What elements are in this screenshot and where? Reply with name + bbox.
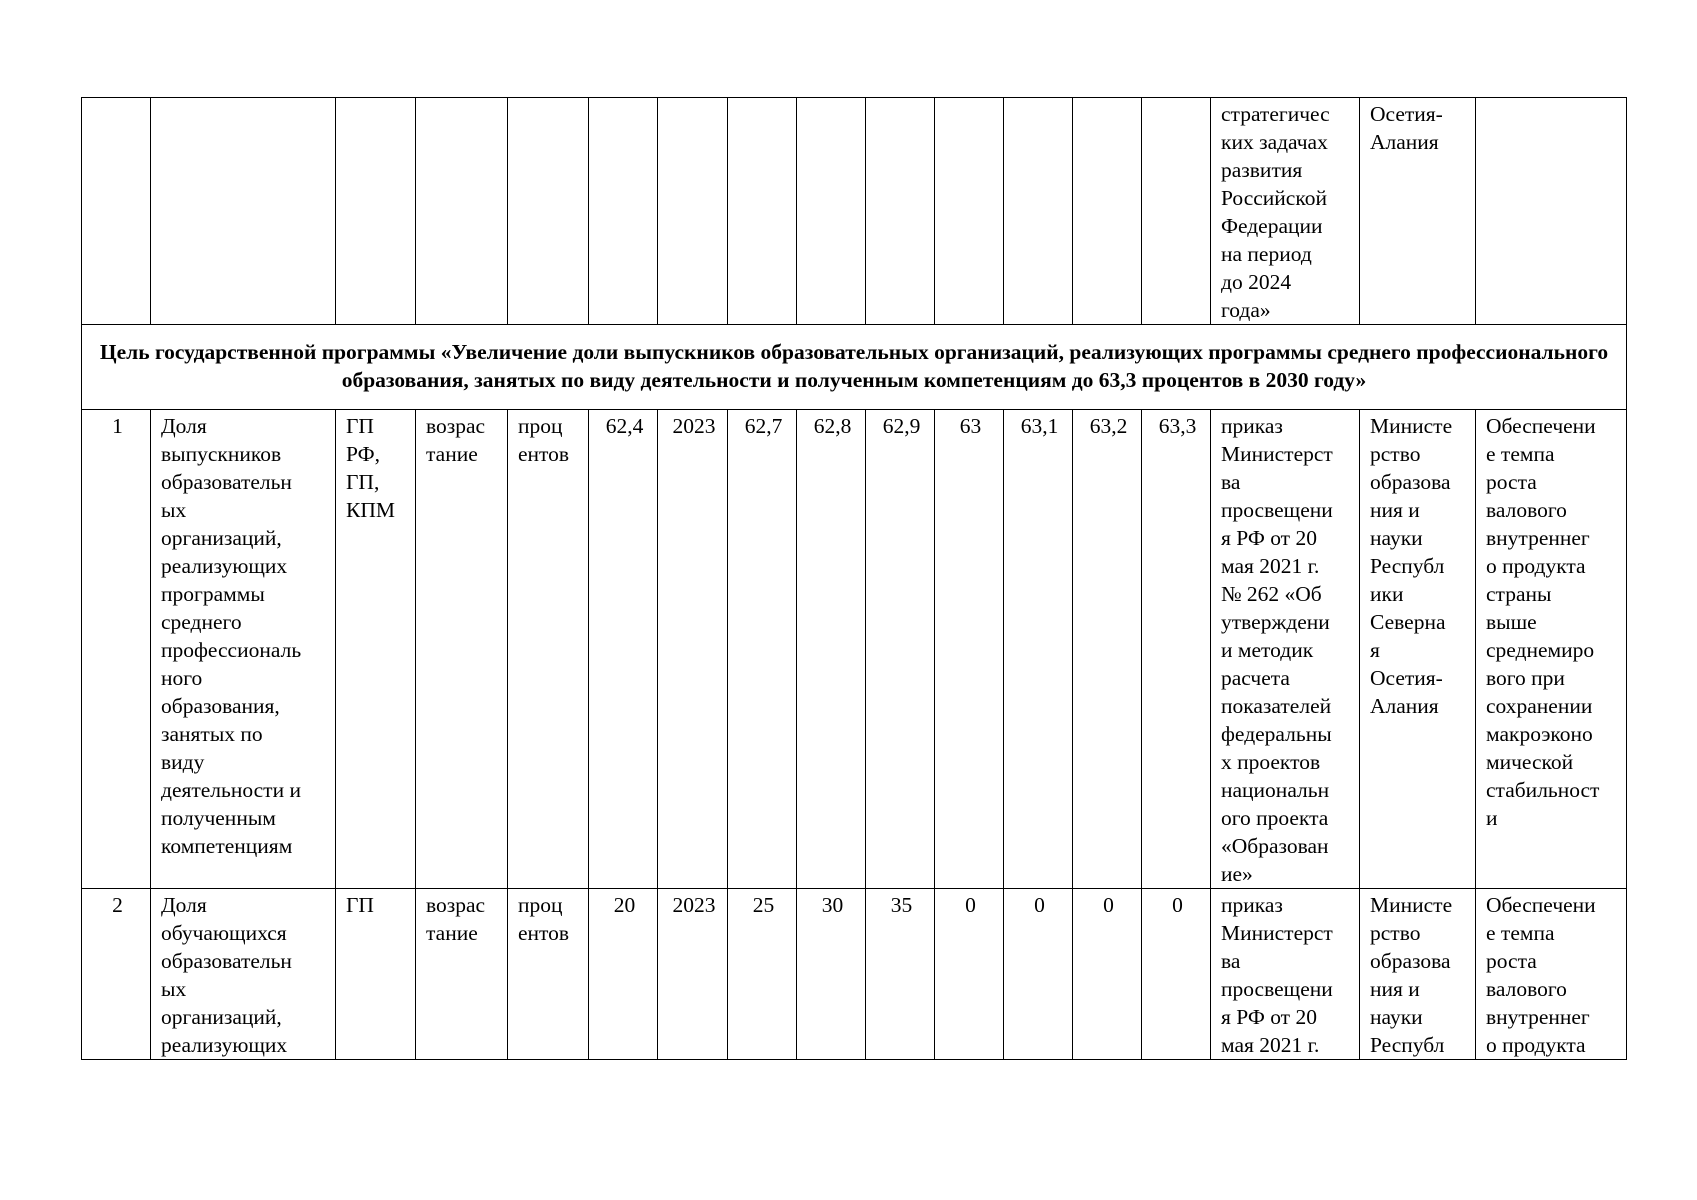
- base-year: 2023: [658, 410, 728, 889]
- base-value: 62,4: [589, 410, 658, 889]
- base-year: 2023: [658, 889, 728, 1060]
- table-row: [82, 410, 1627, 889]
- year-value: 62,8: [797, 410, 866, 889]
- year-value: 63,1: [1004, 410, 1073, 889]
- normative-document-cell: приказ Министерст ва просвещени я РФ от 20 мая 2021 г.: [1211, 889, 1360, 1060]
- indicator-trend: возрас тание: [416, 410, 508, 889]
- unit-of-measure: проц ентов: [508, 410, 589, 889]
- goal-heading: Цель государственной программы «Увеличение доли выпускников образовательных организаций, реализующих программы среднего профессионального образования, занятых по виду деятельности и полученным компетенциям до 63,3 процентов в 2030 году»: [82, 325, 1627, 410]
- row-number: 2: [82, 889, 151, 1060]
- year-value: 63,2: [1073, 410, 1142, 889]
- goal-row: [82, 325, 1627, 410]
- year-value: 0: [935, 889, 1004, 1060]
- year-value: 62,7: [728, 410, 797, 889]
- national-goal-link: Обеспечени е темпа роста валового внутреннег о продукта страны выше среднемиро вого при сохранении макроэконо мической стабильност и: [1476, 410, 1627, 889]
- indicator-level: ГП РФ, ГП, КПМ: [336, 410, 416, 889]
- table-row: [82, 889, 1627, 1060]
- year-value: 0: [1073, 889, 1142, 1060]
- year-value: 63,3: [1142, 410, 1211, 889]
- indicator-trend: возрас тание: [416, 889, 508, 1060]
- continuation-row: [82, 98, 1627, 325]
- base-value: 20: [589, 889, 658, 1060]
- year-value: 62,9: [866, 410, 935, 889]
- responsible-cell: Осетия- Алания: [1360, 98, 1476, 325]
- indicator-name: Доля обучающихся образовательн ых организаций, реализующих: [151, 889, 336, 1060]
- unit-of-measure: проц ентов: [508, 889, 589, 1060]
- year-value: 35: [866, 889, 935, 1060]
- year-value: 0: [1004, 889, 1073, 1060]
- year-value: 30: [797, 889, 866, 1060]
- responsible-cell: Министе рство образова ния и науки Республ ики Северна я Осетия- Алания: [1360, 410, 1476, 889]
- row-number: 1: [82, 410, 151, 889]
- indicator-name: Доля выпускников образовательн ых организаций, реализующих программы среднего профессиональ ного образования, занятых по виду деятельности и полученным компетенциям: [151, 410, 336, 889]
- year-value: 63: [935, 410, 1004, 889]
- normative-document-cell: стратегичес ких задачах развития Российской Федерации на период до 2024 года»: [1211, 98, 1360, 325]
- normative-document-cell: приказ Министерст ва просвещени я РФ от 20 мая 2021 г. № 262 «Об утверждени и методик расчета показателей федеральны х проектов национальн ого проекта «Образован ие»: [1211, 410, 1360, 889]
- indicator-level: ГП: [336, 889, 416, 1060]
- year-value: 25: [728, 889, 797, 1060]
- indicators-table: [81, 97, 1627, 1060]
- year-value: 0: [1142, 889, 1211, 1060]
- responsible-cell: Министе рство образова ния и науки Республ: [1360, 889, 1476, 1060]
- national-goal-link: Обеспечени е темпа роста валового внутреннег о продукта: [1476, 889, 1627, 1060]
